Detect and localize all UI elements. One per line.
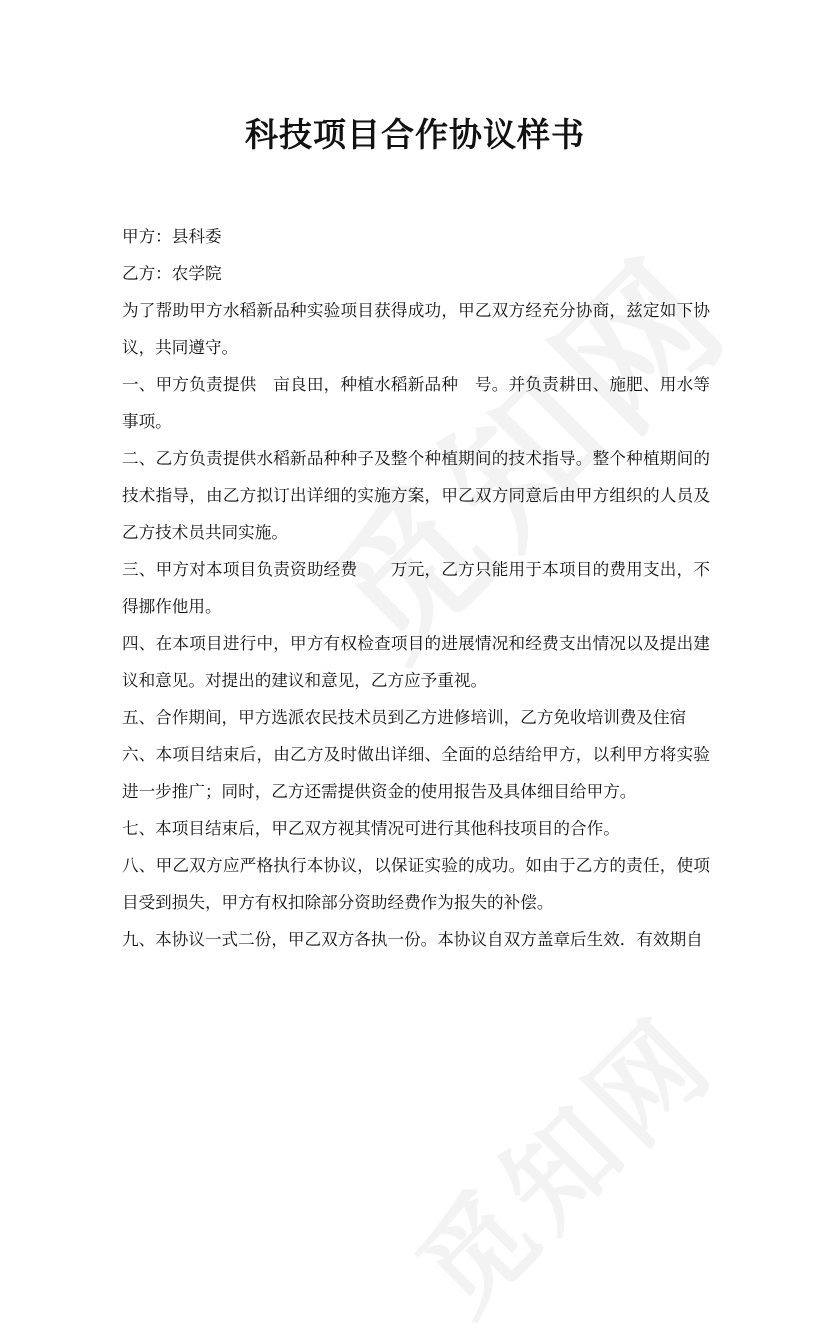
watermark bbox=[377, 976, 743, 1342]
clause-3: 三、甲方对本项目负责资助经费 万元，乙方只能用于本项目的费用支出，不得挪作他用。 bbox=[122, 560, 710, 616]
party-b-line: 乙方：农学院 bbox=[122, 264, 222, 283]
clause-7: 七、本项目结束后，甲乙双方视其情况可进行其他科技项目的合作。 bbox=[122, 819, 620, 838]
clause-4: 四、在本项目进行中，甲方有权检查项目的进展情况和经费支出情况以及提出建议和意见。对提出的建议和意见，乙方应予重视。 bbox=[122, 634, 710, 690]
clause-6: 六、本项目结束后，由乙方及时做出详细、全面的总结给甲方，以利甲方将实验进一步推广；同时，乙方还需提供资金的使用报告及具体细目给甲方。 bbox=[122, 745, 710, 801]
clause-8: 八、甲乙双方应严格执行本协议，以保证实验的成功。如由于乙方的责任，使项目受到损失，甲方有权扣除部分资助经费作为报失的补偿。 bbox=[122, 856, 710, 912]
preamble-paragraph: 为了帮助甲方水稻新品种实验项目获得成功，甲乙双方经充分协商，兹定如下协议，共同遵守。 bbox=[122, 301, 710, 357]
clause-2: 二、乙方负责提供水稻新品种种子及整个种植期间的技术指导。整个种植期间的技术指导，由乙方拟订出详细的实施方案，甲乙双方同意后由甲方组织的人员及乙方技术员共同实施。 bbox=[122, 449, 710, 542]
clause-9: 九、本协议一式二份，甲乙双方各执一份。本协议自双方盖章后生效．有效期自 bbox=[122, 930, 703, 949]
document-title: 科技项目合作协议样书 bbox=[245, 115, 585, 154]
party-a-line: 甲方：县科委 bbox=[122, 227, 222, 246]
clause-5: 五、合作期间，甲方选派农民技术员到乙方进修培训，乙方免收培训费及住宿 bbox=[122, 708, 687, 727]
document-body bbox=[122, 218, 710, 958]
clause-1: 一、甲方负责提供 亩良田，种植水稻新品种 号。并负责耕田、施肥、用水等事项。 bbox=[122, 375, 710, 431]
